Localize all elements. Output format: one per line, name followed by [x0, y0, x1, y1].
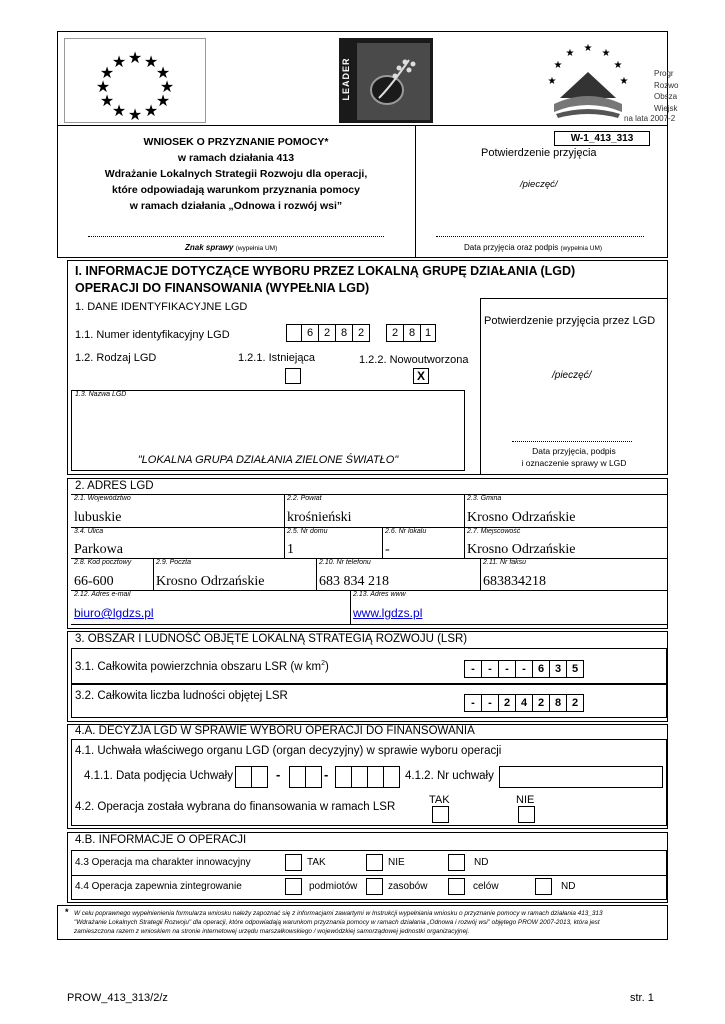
zip-value[interactable]: 66-600 [74, 574, 114, 589]
id-label: 1.1. Numer identyfikacyjny LGD [75, 329, 230, 341]
footer-page: str. 1 [630, 992, 654, 1004]
footnote-line-1: W celu poprawnego wypełnienienia formularza wniosku należy zapoznać się z informacjami zawartymi w Instrukcji wypełniania wniosku o przyznanie pomocy w ramach działania 413_313 [74, 910, 603, 917]
city-label: 2.7. Miejscowość [467, 528, 521, 535]
pop-digit-6[interactable]: 8 [549, 694, 567, 712]
res-day-1[interactable] [235, 766, 252, 788]
res-year-1[interactable] [335, 766, 352, 788]
integ-subjects-label: podmiotów [309, 881, 358, 892]
section1-title-line2: OPERACJI DO FINANSOWANIA (WYPEŁNIA LGD) [75, 281, 370, 295]
id-digit-1[interactable]: 6 [301, 324, 319, 342]
svg-text:★: ★ [159, 77, 175, 96]
flat-value[interactable]: - [385, 542, 390, 557]
svg-text:★: ★ [619, 76, 629, 87]
znak-label [185, 243, 277, 252]
integ-resources-checkbox[interactable] [366, 878, 383, 895]
www-label: 2.13. Adres www [353, 591, 406, 598]
leader-logo [339, 38, 433, 123]
svg-text:★: ★ [155, 63, 171, 82]
email-label: 2.12. Adres e-mail [74, 591, 131, 598]
address-title: 2. ADRES LGD [75, 480, 154, 492]
innov-nd-checkbox[interactable] [448, 854, 465, 871]
operation-title: 4.B. INFORMACJE O OPERACJI [75, 834, 247, 846]
svg-text:★: ★ [127, 48, 143, 67]
svg-text:★: ★ [111, 52, 127, 71]
prow-line-2: Rozwo [654, 80, 679, 90]
new-checkbox[interactable]: X [413, 368, 429, 384]
eu-flag-logo [64, 38, 206, 123]
type-label: 1.2. Rodzaj LGD [75, 352, 157, 364]
area-digit-4[interactable]: - [515, 660, 533, 678]
address-col-line [153, 558, 154, 590]
area-label-sup: 2 [321, 660, 325, 667]
address-col-line [464, 494, 465, 527]
svg-text:★: ★ [565, 48, 575, 59]
znak-label-text: Znak sprawy [185, 243, 234, 252]
footnote-text [74, 909, 664, 936]
res-month-1[interactable] [289, 766, 306, 788]
res-year-2[interactable] [351, 766, 368, 788]
area-digit-1[interactable]: - [464, 660, 482, 678]
resolution-label: 4.1. Uchwała właściwego organu LGD (organ decyzyjny) w sprawie wyboru operacji [75, 745, 502, 757]
commune-label: 2.3. Gmina [467, 495, 502, 502]
number-input[interactable] [499, 766, 663, 788]
stamp-label: /pieczęć/ [520, 179, 558, 190]
area-digit-7[interactable]: 5 [566, 660, 584, 678]
street-label: 3.4. Ulica [74, 528, 104, 535]
decision-title: 4.A. DECYZJA LGD W SPRAWIE WYBORU OPERACJI DO FINANSOWANIA [75, 725, 475, 737]
chosen-yes-label: TAK [429, 794, 450, 806]
area-digit-5[interactable]: 6 [532, 660, 550, 678]
pop-digit-1[interactable]: - [464, 694, 482, 712]
date-line [436, 236, 644, 237]
leader-text: LEADER [341, 57, 351, 101]
lgd-stamp: /pieczęć/ [552, 370, 592, 381]
chosen-no-label: NIE [516, 794, 535, 806]
lgd-date-line2: i oznaczenie sprawy w LGD [521, 458, 627, 468]
county-label: 2.2. Powiat [287, 495, 322, 502]
confirm-label: Potwierdzenie przyjęcia [481, 147, 597, 159]
form-code-box [554, 131, 650, 146]
innov-yes-checkbox[interactable] [285, 854, 302, 871]
commune-value[interactable]: Krosno Odrzańskie [467, 510, 576, 525]
voiv-value[interactable]: lubuskie [74, 510, 122, 525]
id-digit-5[interactable] [369, 324, 387, 342]
svg-text:★: ★ [111, 101, 127, 120]
area-label [75, 660, 329, 674]
street-value[interactable]: Parkowa [74, 542, 123, 557]
phone-label: 2.10. Nr telefonu [319, 559, 371, 566]
chosen-label: 4.2. Operacja została wybrana do finansowania w ramach LSR [75, 801, 396, 813]
pop-digit-4[interactable]: 4 [515, 694, 533, 712]
innov-nd-label: ND [474, 857, 489, 868]
address-row-line [71, 494, 667, 495]
email-link[interactable]: biuro@lgdzs.pl [74, 606, 154, 620]
pop-digit-3[interactable]: 2 [498, 694, 516, 712]
id-digit-2[interactable]: 2 [318, 324, 336, 342]
area-digit-2[interactable]: - [481, 660, 499, 678]
lgd-date-line1: Data przyjęcia, podpis [532, 446, 616, 456]
svg-text:★: ★ [99, 63, 115, 82]
address-col-line [464, 527, 465, 558]
pop-label: 3.2. Całkowita liczba ludności objętej LSR [75, 690, 288, 702]
znak-line [88, 236, 384, 237]
section1-title [75, 263, 575, 297]
svg-text:★: ★ [127, 105, 143, 124]
pop-digit-2[interactable]: - [481, 694, 499, 712]
house-value[interactable]: 1 [287, 542, 294, 557]
date-label: 4.1.1. Data podjęcia Uchwały [84, 770, 233, 782]
title-line-4: które odpowiadają warunkom przyznania pomocy [112, 184, 360, 196]
chosen-yes-checkbox[interactable] [432, 806, 449, 823]
svg-text:★: ★ [601, 48, 611, 59]
data-note: (wypełnia UM) [560, 245, 603, 252]
address-row-line [71, 624, 667, 625]
area-label-text: 3.1. Całkowita powierzchnia obszaru LSR (w km [75, 660, 322, 673]
chosen-no-checkbox[interactable] [518, 806, 535, 823]
prow-logo [540, 38, 679, 123]
integ-nd-checkbox[interactable] [535, 878, 552, 895]
footnote-star: * [65, 907, 69, 917]
innov-label: 4.3 Operacja ma charakter innowacyjny [75, 857, 251, 868]
pop-digit-7[interactable]: 2 [566, 694, 584, 712]
fax-label: 2.11. Nr faksu [483, 559, 527, 566]
county-value[interactable]: krośnieński [287, 510, 352, 525]
svg-text:★: ★ [143, 101, 159, 120]
id-digit-3[interactable]: 8 [335, 324, 353, 342]
header-vdivider [415, 125, 416, 258]
integ-label: 4.4 Operacja zapewnia zintegrowanie [75, 881, 242, 892]
area-title: 3. OBSZAR I LUDNOŚĆ OBJĘTE LOKALNĄ STRATEGIĄ ROZWOJU (LSR) [75, 633, 468, 645]
title-line-3: Wdrażanie Lokalnych Strategii Rozwoju dla operacji, [104, 168, 368, 180]
integ-subjects-checkbox[interactable] [285, 878, 302, 895]
post-label: 2.9. Poczta [156, 559, 192, 566]
svg-text:★: ★ [95, 77, 111, 96]
www-link[interactable]: www.lgdzs.pl [353, 606, 423, 620]
zip-label: 2.8. Kod pocztowy [74, 559, 132, 566]
footer-code: PROW_413_313/2/z [67, 992, 168, 1004]
name-label: 1.3. Nazwa LGD [75, 391, 127, 398]
area-digit-3[interactable]: - [498, 660, 516, 678]
prow-line-3: Obsza [654, 92, 678, 101]
address-row-line [71, 527, 667, 528]
integ-goals-checkbox[interactable] [448, 878, 465, 895]
svg-text:★: ★ [155, 91, 171, 110]
pop-digit-5[interactable]: 2 [532, 694, 550, 712]
innov-yes-label: TAK [307, 857, 326, 868]
footnote-line-2: "Wdrażanie Lokalnych Strategii Rozwoju" dla operacji, które odpowiadają warunkom przyznania pomocy w ramach działania „Odnowa i rozwój wsi” objętego PROW 2007-2013, która jest [74, 919, 600, 926]
form-title [70, 134, 402, 214]
phone-value[interactable]: 683 834 218 [319, 574, 389, 589]
voiv-label: 2.1. Województwo [74, 495, 131, 502]
address-col-line [480, 558, 481, 590]
data-label-text: Data przyjęcia oraz podpis [464, 243, 559, 252]
title-line-2: w ramach działania 413 [177, 152, 295, 164]
svg-text:★: ★ [99, 91, 115, 110]
lgd-confirm: Potwierdzenie przyjęcia przez LGD [484, 315, 656, 327]
svg-text:★: ★ [583, 43, 593, 54]
existing-checkbox[interactable] [285, 368, 301, 384]
name-value[interactable]: "LOKALNA GRUPA DZIAŁANIA ZIELONE ŚWIATŁO" [137, 454, 399, 466]
area-label-close: ) [324, 660, 329, 673]
prow-years: na lata 2007-2 [624, 114, 676, 123]
section1-title-line1: I. INFORMACJE DOTYCZĄCE WYBORU PRZEZ LOKALNĄ GRUPĘ DZIAŁANIA (LGD) [75, 264, 576, 278]
id-digit-8[interactable]: 1 [420, 324, 436, 342]
svg-text:★: ★ [547, 76, 557, 87]
res-day-2[interactable] [251, 766, 268, 788]
lgd-date-line [512, 441, 632, 442]
svg-text:★: ★ [143, 52, 159, 71]
id-left-bracket [286, 324, 302, 342]
innov-no-checkbox[interactable] [366, 854, 383, 871]
id-digit-6[interactable]: 2 [386, 324, 404, 342]
innov-no-label: NIE [388, 857, 405, 868]
post-value[interactable]: Krosno Odrzańskie [156, 574, 265, 589]
address-col-line [316, 558, 317, 590]
new-label: 1.2.2. Nowoutworzona [359, 354, 469, 366]
prow-line-4: Wiejsk [654, 103, 678, 113]
operation-row-line [71, 875, 667, 876]
title-line-1: WNIOSEK O PRZYZNANIE POMOCY* [143, 136, 329, 148]
number-label: 4.1.2. Nr uchwały [405, 770, 494, 782]
header-divider [57, 125, 668, 126]
fax-value[interactable]: 683834218 [483, 574, 546, 589]
res-month-2[interactable] [305, 766, 322, 788]
address-col-line [284, 494, 285, 527]
city-value[interactable]: Krosno Odrzańskie [467, 542, 576, 557]
area-digit-6[interactable]: 3 [549, 660, 567, 678]
form-code: W-1_413_313 [570, 133, 634, 144]
lgd-date [480, 445, 668, 469]
title-line-5: w ramach działania „Odnowa i rozwój wsi” [129, 200, 343, 212]
res-year-4[interactable] [383, 766, 400, 788]
flat-label: 2.6. Nr lokalu [385, 528, 427, 535]
date-dash-1: - [276, 767, 281, 782]
id-digit-4[interactable]: 2 [352, 324, 370, 342]
address-col-line [382, 527, 383, 558]
footnote-line-3: zamieszczona razem z wnioskiem na stronie internetowej urzędu marszałkowskiego / wojewódzkiej samorządowej jednostki organizacyjnej. [74, 928, 470, 935]
svg-text:★: ★ [613, 60, 623, 71]
prow-line-1: Progr [654, 69, 674, 78]
data-label [464, 243, 602, 252]
res-year-3[interactable] [367, 766, 384, 788]
address-col-line [350, 590, 351, 624]
integ-nd-label: ND [561, 881, 576, 892]
integ-goals-label: celów [473, 881, 499, 892]
address-col-line [284, 527, 285, 558]
date-dash-2: - [324, 767, 329, 782]
section1-sub: 1. DANE IDENTYFIKACYJNE LGD [75, 301, 248, 313]
existing-label: 1.2.1. Istniejąca [238, 352, 316, 364]
svg-text:★: ★ [553, 60, 563, 71]
id-digit-7[interactable]: 8 [403, 324, 421, 342]
znak-note: (wypełnia UM) [235, 245, 278, 252]
integ-resources-label: zasobów [388, 881, 428, 892]
house-label: 2.5. Nr domu [287, 528, 328, 535]
